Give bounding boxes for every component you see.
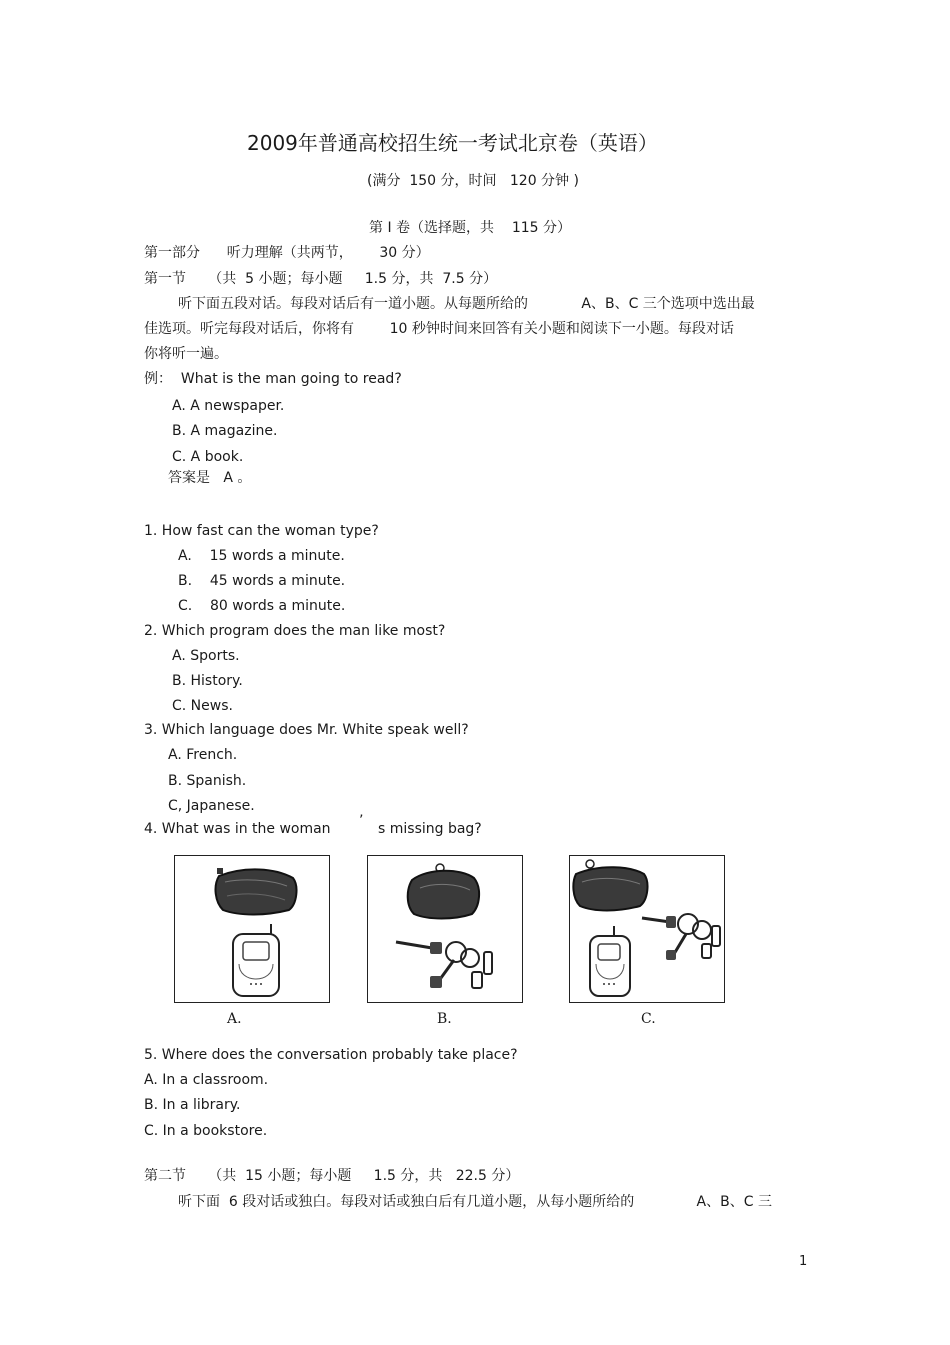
example-option: B. A magazine. bbox=[172, 423, 278, 439]
picture-label: C. bbox=[641, 1011, 656, 1027]
picture-panel-c bbox=[569, 855, 725, 1003]
question-text: s missing bag? bbox=[378, 821, 482, 837]
question-option: A. In a classroom. bbox=[144, 1072, 269, 1088]
question-option: C. 80 words a minute. bbox=[178, 598, 346, 614]
mobile-phone-icon bbox=[233, 924, 279, 996]
question-option: A. Sports. bbox=[172, 648, 240, 664]
question-text: 1. How fast can the woman type? bbox=[144, 523, 379, 539]
keys-icon bbox=[642, 914, 720, 960]
section2-heading: 第二节 （共 15 小题；每小题 1.5 分，共 22.5 分） bbox=[144, 1168, 520, 1184]
question-option: C, Japanese. bbox=[168, 798, 255, 814]
mobile-phone-icon bbox=[590, 926, 630, 996]
purse-icon bbox=[573, 860, 647, 911]
volume-heading: 第 I 卷（选择题，共 115 分） bbox=[369, 220, 572, 236]
part1-heading: 第一部分 听力理解（共两节， 30 分） bbox=[144, 245, 430, 261]
instructions-line: 佳选项。听完每段对话后，你将有 10 秒钟时间来回答有关小题和阅读下一小题。每段对话 bbox=[144, 321, 734, 337]
picture-options bbox=[167, 848, 732, 1031]
apostrophe-mark: ’ bbox=[359, 813, 364, 829]
question-text: 2. Which program does the man like most? bbox=[144, 623, 446, 639]
example-option: A. A newspaper. bbox=[172, 398, 285, 414]
example-option: C. A book. bbox=[172, 449, 244, 465]
example-answer: 答案是 A 。 bbox=[168, 470, 252, 486]
section2-instructions: 听下面 6 段对话或独白。每段对话或独白后有几道小题，从每小题所给的 A、B、C 三 bbox=[178, 1194, 772, 1210]
keys-icon bbox=[396, 942, 492, 988]
purse-icon bbox=[408, 864, 479, 919]
question-option: A. 15 words a minute. bbox=[178, 548, 345, 564]
purse-icon bbox=[216, 868, 297, 915]
instructions-line: 你将听一遍。 bbox=[144, 346, 228, 362]
question-text: 3. Which language does Mr. White speak well? bbox=[144, 722, 469, 738]
page-title: 2009年普通高校招生统一考试北京卷（英语） bbox=[247, 131, 658, 155]
question-text: 5. Where does the conversation probably take place? bbox=[144, 1047, 518, 1063]
picture-label: B. bbox=[437, 1011, 452, 1027]
question-option: C. In a bookstore. bbox=[144, 1123, 268, 1139]
question-option: B. 45 words a minute. bbox=[178, 573, 346, 589]
picture-panel-b bbox=[367, 855, 523, 1003]
instructions-line: 听下面五段对话。每段对话后有一道小题。从每题所给的 A、B、C 三个选项中选出最 bbox=[178, 296, 755, 312]
example-question: 例： What is the man going to read? bbox=[144, 371, 402, 387]
question-option: B. Spanish. bbox=[168, 773, 247, 789]
page-number: 1 bbox=[799, 1254, 808, 1269]
page-subtitle: (满分 150 分，时间 120 分钟 ) bbox=[367, 173, 579, 189]
question-option: A. French. bbox=[168, 747, 238, 763]
section1-heading: 第一节 （共 5 小题；每小题 1.5 分，共 7.5 分） bbox=[144, 271, 498, 287]
question-text: 4. What was in the woman bbox=[144, 821, 331, 837]
picture-panel-a bbox=[174, 855, 330, 1003]
question-option: B. History. bbox=[172, 673, 243, 689]
question-option: C. News. bbox=[172, 698, 233, 714]
question-option: B. In a library. bbox=[144, 1097, 241, 1113]
picture-label: A. bbox=[227, 1011, 242, 1027]
